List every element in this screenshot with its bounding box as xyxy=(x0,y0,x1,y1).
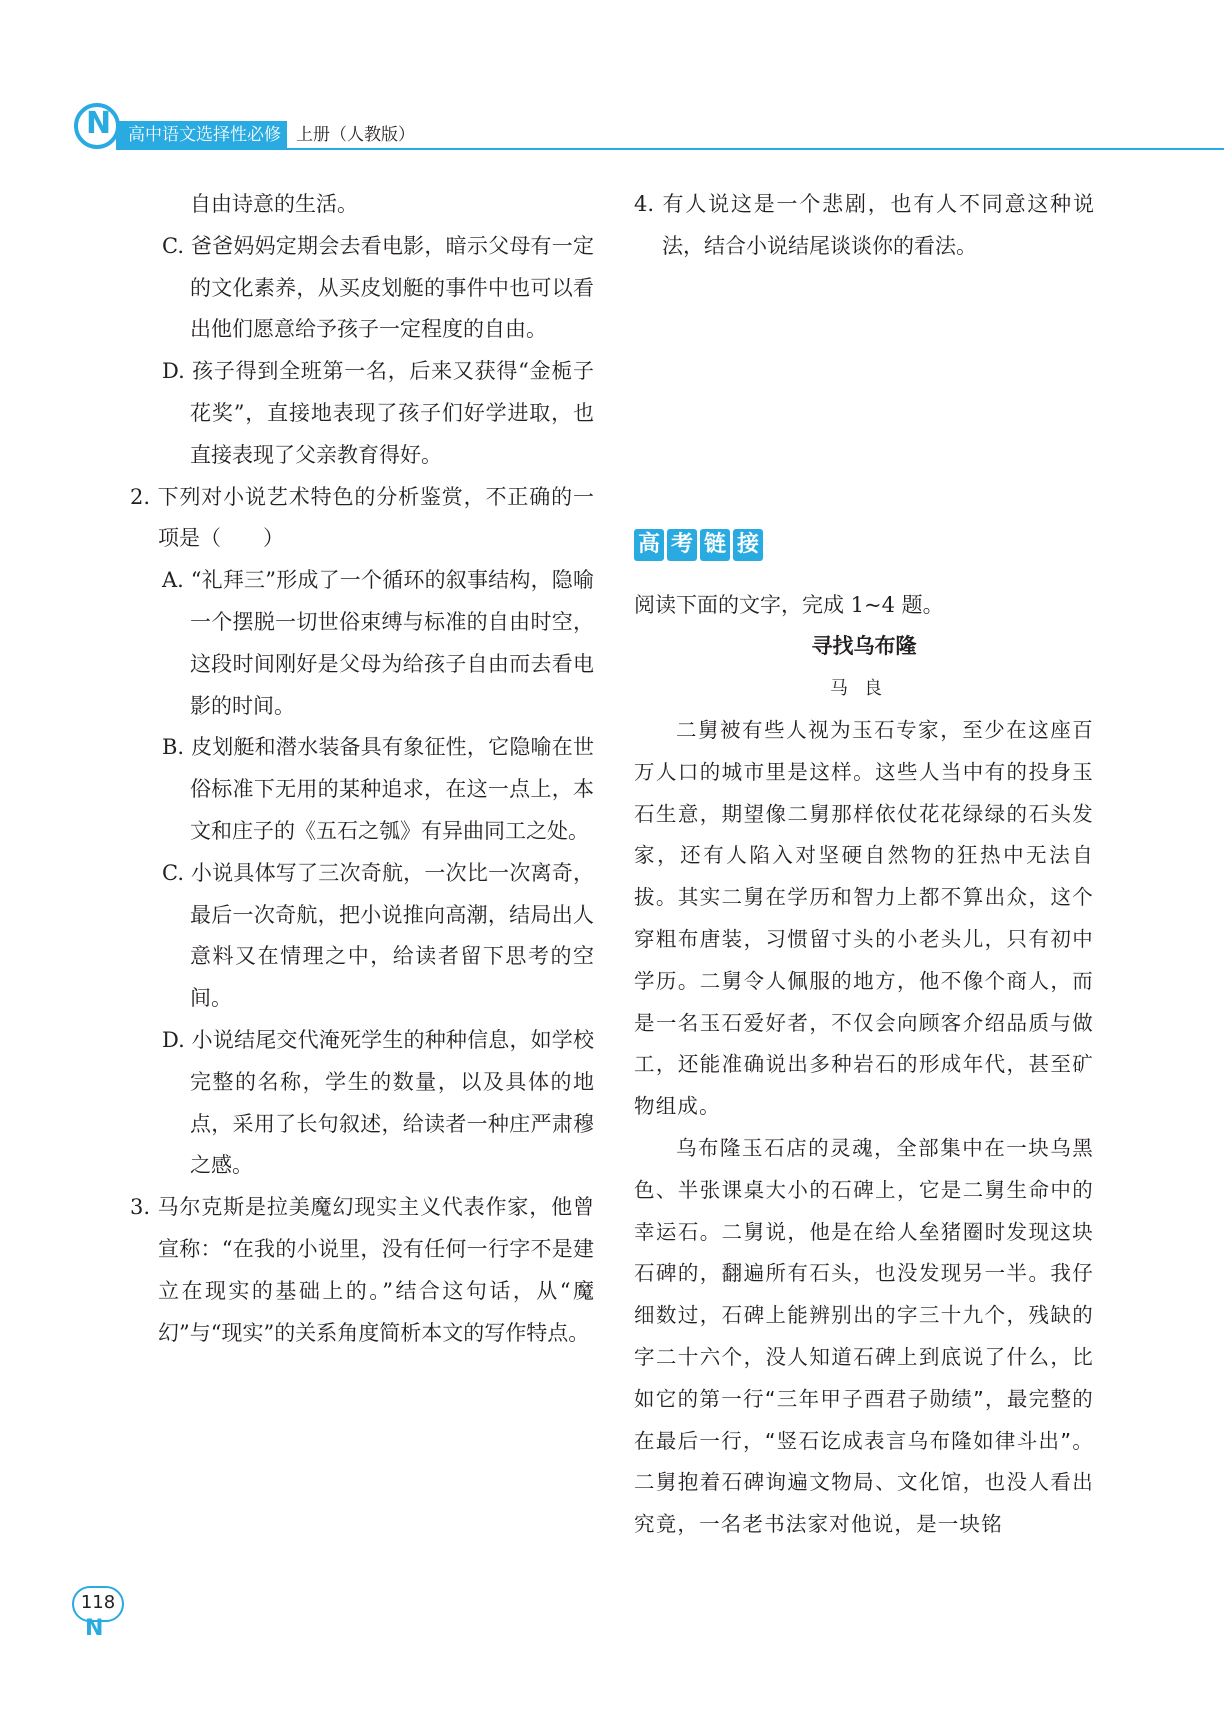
gaokao-link-badge xyxy=(634,529,1094,565)
volume-label: 上册（人教版） xyxy=(296,125,415,145)
story-author: 马良 xyxy=(830,678,898,700)
left-paragraph: 2. 下列对小说艺术特色的分析鉴赏，不正确的一项是（ ） xyxy=(130,484,594,551)
page-number: 118 xyxy=(80,1592,116,1613)
question-4: 4. 有人说这是一个悲剧，也有人不同意这种说法，结合小说结尾谈谈你的看法。 xyxy=(634,192,1094,258)
left-paragraph: 自由诗意的生活。 xyxy=(190,192,358,216)
left-paragraph: C. 爸爸妈妈定期会去看电影，暗示父母有一定的文化素养，从买皮划艇的事件中也可以看出他们愿意给予孩子一定程度的自由。 xyxy=(162,233,594,342)
badge-char: 接 xyxy=(733,529,763,561)
left-paragraph: C. 小说具体写了三次奇航，一次比一次离奇，最后一次奇航，把小说推向高潮，结局出人意料又在情理之中，给读者留下思考的空间。 xyxy=(162,860,594,1011)
right-column xyxy=(634,184,1094,1546)
left-paragraph: 3. 马尔克斯是拉美魔幻现实主义代表作家，他曾宣称：“在我的小说里，没有任何一行字不是建立在现实的基础上的。”结合这句话，从“魔幻”与“现实”的关系角度简析本文的写作特点。 xyxy=(130,1195,594,1345)
page-header xyxy=(0,0,1224,160)
story-paragraph-2: 乌布隆玉石店的灵魂，全部集中在一块乌黑色、半张课桌大小的石碑上，它是二舅生命中的幸运石。二舅说，他是在给人垒猪圈时发现这块石碑的，翻遍所有石头，也没发现另一半。我仔细数过，石碑上能辨别出的字三十九个，残缺的字二十六个，没人知道石碑上到底说了什么，比如它的第一行“三年甲子酉君子勋绩”，最完整的在最后一行，“竖石讫成表言乌布隆如律斗出”。二舅抱着石碑询遍文物局、文化馆，也没人看出究竟，一名老书法家对他说，是一块铭 xyxy=(634,1135,1094,1537)
story-paragraph-1: 二舅被有些人视为玉石专家，至少在这座百万人口的城市里是这样。这些人当中有的投身玉石生意，期望像二舅那样依仗花花绿绿的石头发家，还有人陷入对坚硬自然物的狂热中无法自拔。其实二舅在学历和智力上都不算出众，这个穿粗布唐装，习惯留寸头的小老头儿，只有初中学历。二舅令人佩服的地方，他不像个商人，而是一名玉石爱好者，不仅会向顾客介绍品质与做工，还能准确说出多种岩石的形成年代，甚至矿物组成。 xyxy=(634,717,1094,1119)
left-paragraph: A. “礼拜三”形成了一个循环的叙事结构，隐喻一个摆脱一切世俗束缚与标准的自由时空，这段时间刚好是父母为给孩子自由而去看电影的时间。 xyxy=(162,568,594,718)
reading-instruction: 阅读下面的文字，完成 1~4 题。 xyxy=(634,592,944,617)
badge-char: 高 xyxy=(634,529,664,561)
left-paragraph: D. 小说结尾交代淹死学生的种种信息，如学校完整的名称，学生的数量，以及具体的地点，采用了长句叙述，给读者一种庄严肃穆之感。 xyxy=(162,1027,594,1178)
left-paragraph: D. 孩子得到全班第一名，后来又获得“金栀子花奖”，直接地表现了孩子们好学进取，也直接表现了父亲教育得好。 xyxy=(162,359,594,467)
left-column xyxy=(130,184,594,1354)
series-logo-letter: N xyxy=(86,106,112,141)
header-rule xyxy=(116,148,1224,150)
left-paragraph: B. 皮划艇和潜水装备具有象征性，它隐喻在世俗标准下无用的某种追求，在这一点上，本文和庄子的《五石之瓠》有异曲同工之处。 xyxy=(162,735,594,843)
book-title: 高中语文选择性必修 xyxy=(116,121,287,149)
footer-logo-letter: N xyxy=(85,1616,104,1641)
badge-char: 链 xyxy=(700,529,730,561)
answer-space xyxy=(634,268,1094,392)
story-title: 寻找乌布隆 xyxy=(811,634,917,659)
badge-char: 考 xyxy=(667,529,697,561)
